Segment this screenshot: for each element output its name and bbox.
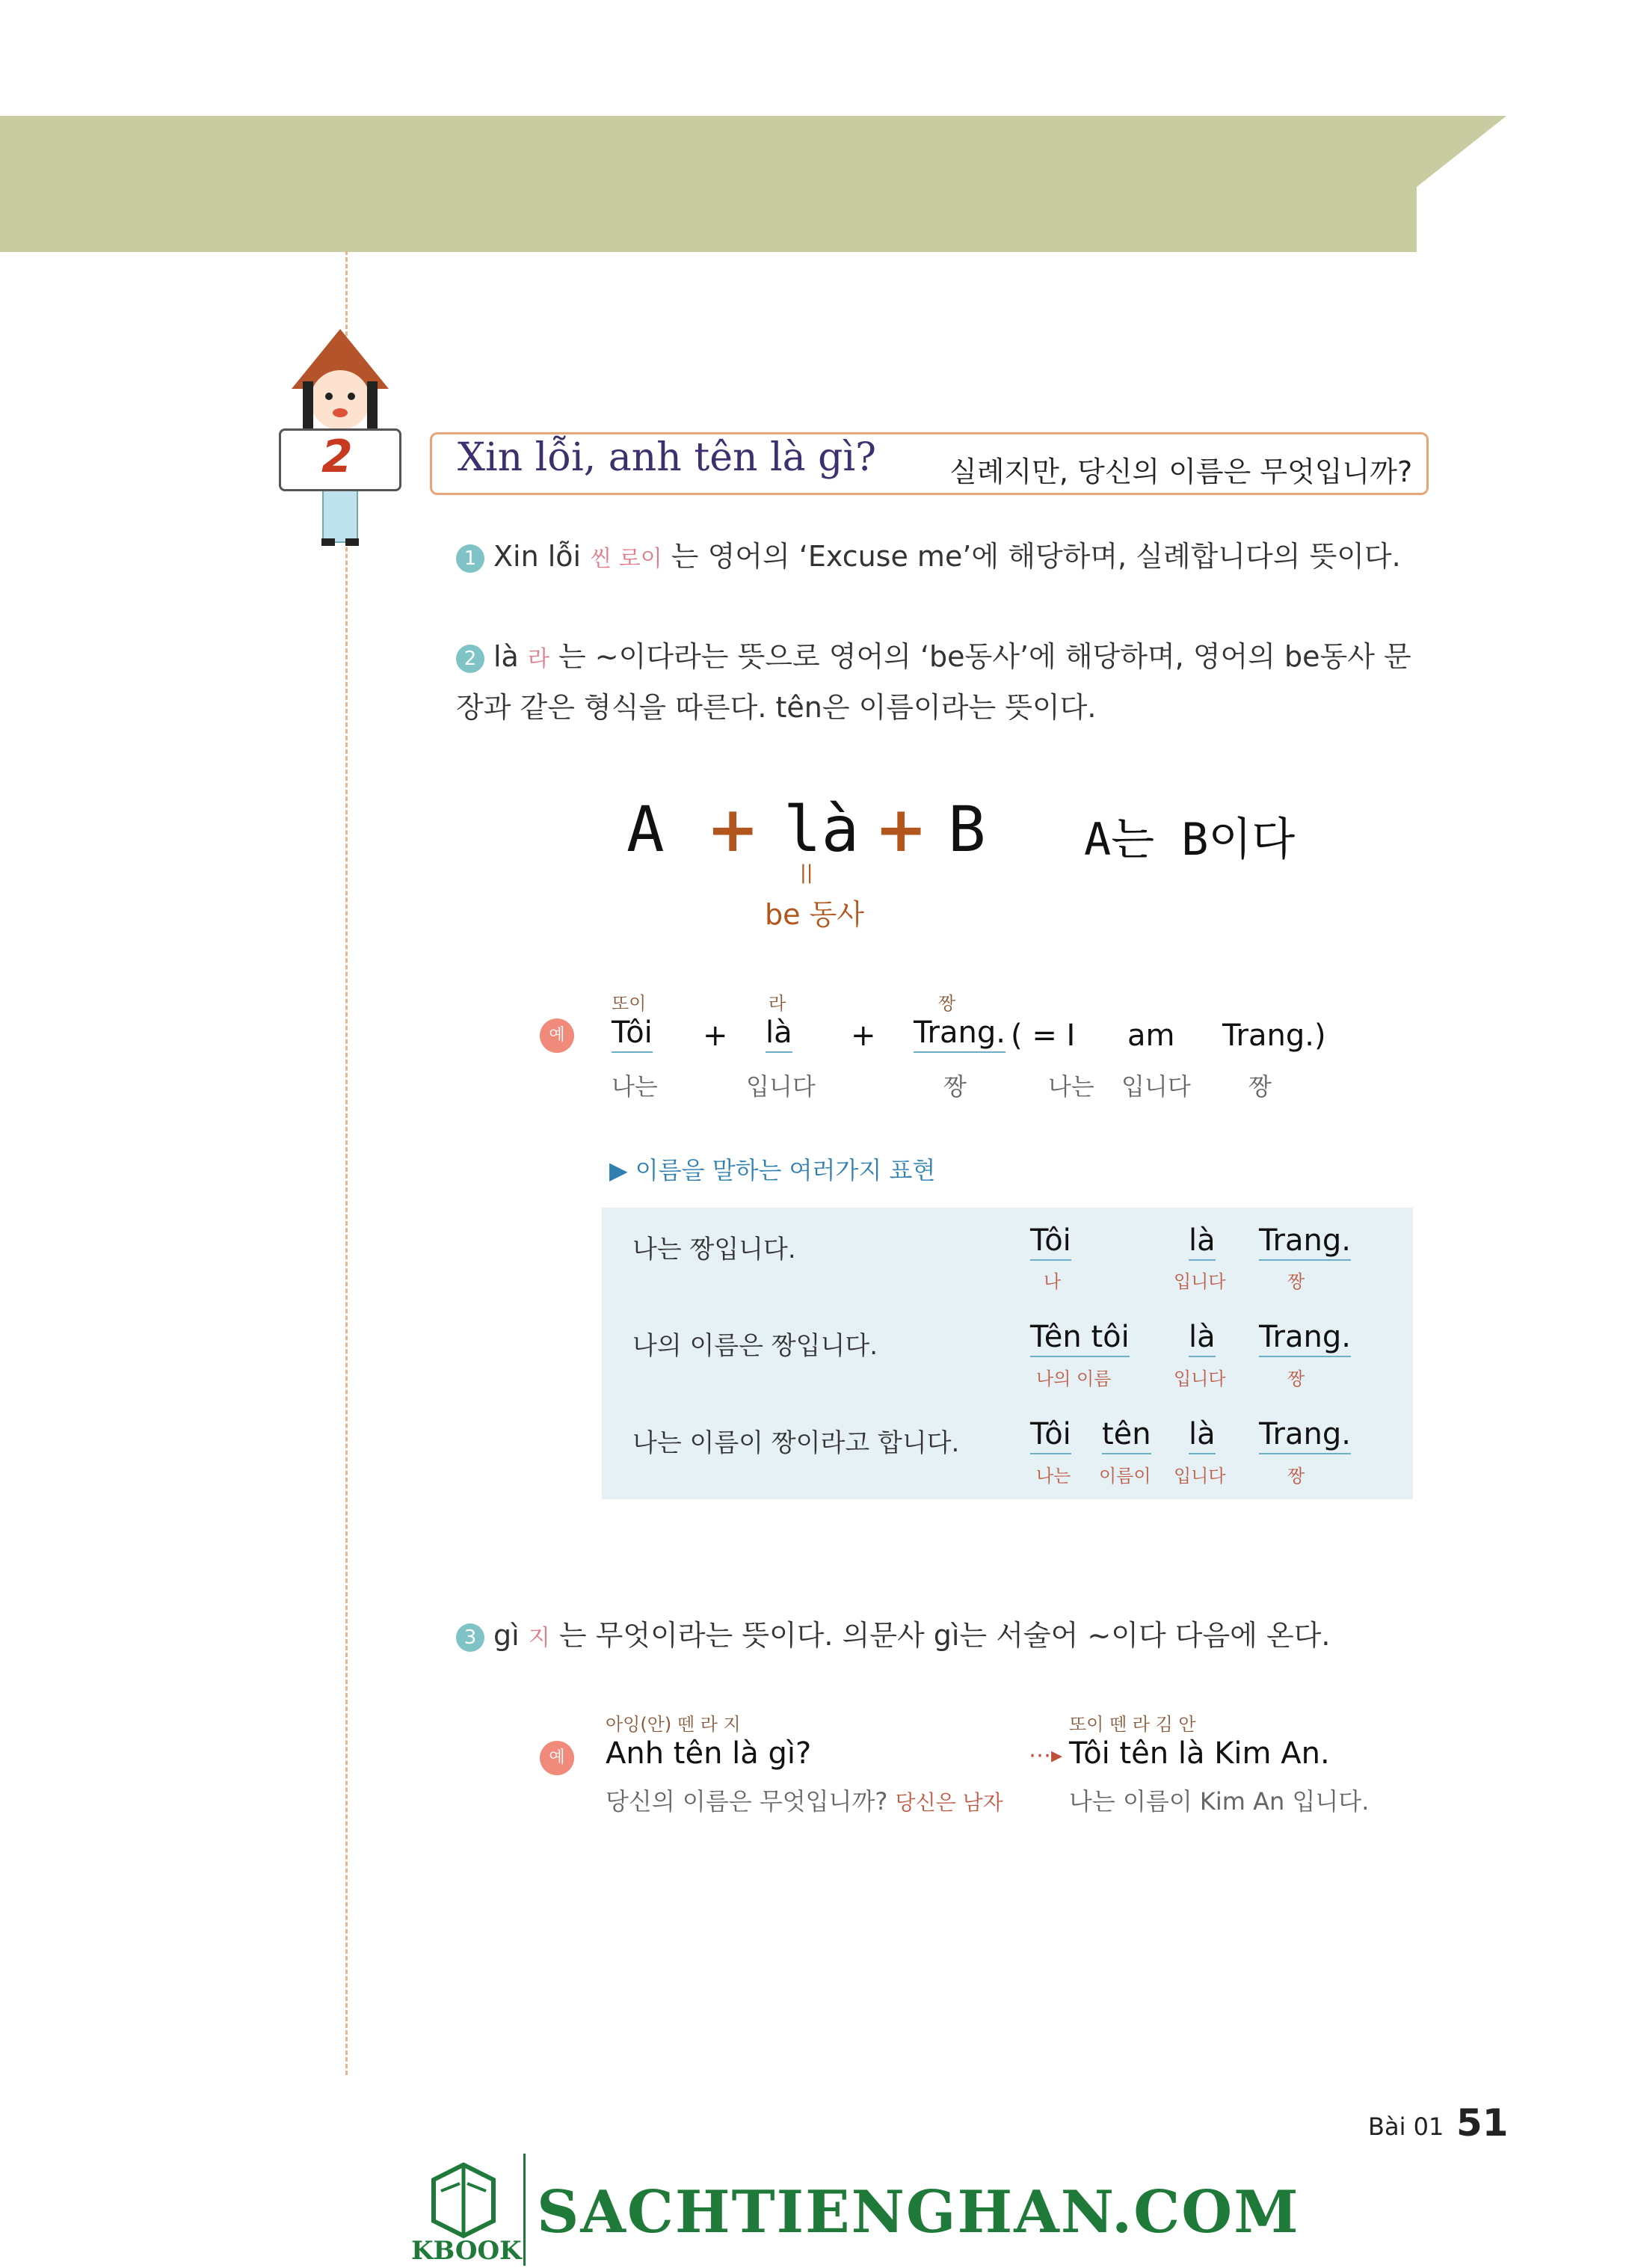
expression-3-gloss-1: 나는: [1036, 1466, 1071, 1487]
example-1-word-trang: Trang.: [914, 1015, 1006, 1053]
example-1-plus-2: +: [851, 1018, 876, 1053]
point-1-text: 는 영어의 ‘Excuse me’에 해당하며, 실례합니다의 뜻이다.: [671, 540, 1401, 573]
expression-2-word-2: là: [1189, 1320, 1216, 1357]
example-1-english-i: ( = I: [1011, 1018, 1076, 1053]
expression-1-word-3: Trang.: [1259, 1223, 1351, 1261]
expressions-heading: ▶ 이름을 말하는 여러가지 표현: [609, 1156, 936, 1184]
expression-1-gloss-1: 나: [1044, 1271, 1062, 1292]
section-number: 2: [321, 431, 353, 483]
point-3-text: 는 무엇이라는 뜻이다. 의문사 gì는 서술어 ~이다 다음에 온다.: [558, 1619, 1331, 1652]
formula-equals-mark: ||: [800, 861, 813, 884]
example-1-gloss-toi: 나는: [612, 1072, 658, 1101]
point-2-number: 2: [456, 645, 484, 673]
expression-2-gloss-3: 짱: [1287, 1368, 1305, 1389]
example-1-english-am: am: [1127, 1018, 1175, 1053]
expression-1-word-1: Tôi: [1030, 1223, 1071, 1261]
example-2-question-translation: 당신의 이름은 무엇입니까?: [606, 1787, 888, 1816]
point-1: [456, 532, 1401, 583]
formula-a: A: [626, 793, 665, 866]
example-1-word-la: là: [766, 1015, 792, 1053]
expression-2-word-3: Trang.: [1259, 1320, 1351, 1357]
expression-1-gloss-2: 입니다: [1174, 1271, 1226, 1292]
example-2-arrow-icon: ⋯▸: [1029, 1742, 1063, 1768]
expression-3-gloss-4: 짱: [1287, 1466, 1305, 1487]
expression-2-gloss-1: 나의 이름: [1036, 1368, 1112, 1389]
point-1-word: Xin lỗi: [493, 540, 582, 573]
formula-plus-1: +: [706, 793, 760, 866]
example-1-word-toi: Tôi: [612, 1015, 653, 1053]
expression-3-word-1: Tôi: [1030, 1417, 1071, 1454]
example-1-gloss-la: 입니다: [746, 1072, 816, 1101]
expression-2-korean: 나의 이름은 짱입니다.: [632, 1331, 878, 1361]
example-2-answer-vn: Tôi tên là Kim An.: [1069, 1736, 1330, 1771]
point-2-line-2: 장과 같은 형식을 따른다. tên은 이름이라는 뜻이다.: [456, 691, 1097, 724]
point-3: [456, 1611, 1330, 1662]
kbook-brand: KBOOK: [411, 2236, 522, 2266]
example-1-english-trang: Trang.): [1222, 1018, 1326, 1053]
point-2-line-1: 는 ~이다라는 뜻으로 영어의 ‘be동사’에 해당하며, 영어의 be동사 문: [558, 640, 1411, 673]
kbook-logo-icon: [419, 2157, 508, 2240]
expression-3-gloss-2: 이름이: [1099, 1466, 1151, 1487]
page-number: 51: [1456, 2101, 1509, 2145]
example-2-answer-kr: 나는 이름이 Kim An 입니다.: [1069, 1787, 1370, 1816]
example-1-gloss-i: 나는: [1048, 1072, 1094, 1101]
example-1-gloss-am: 입니다: [1121, 1072, 1191, 1101]
site-watermark: SACHTIENGHAN.COM: [537, 2178, 1300, 2246]
example-1-gloss-trang-en: 짱: [1248, 1072, 1272, 1101]
example-2-question-ruby: 아잉(안) 뗀 라 지: [606, 1714, 741, 1735]
lesson-label: Bài 01: [1368, 2112, 1444, 2141]
section-title-korean: 실례지만, 당신의 이름은 무엇입니까?: [949, 455, 1413, 488]
point-3-word: gì: [493, 1619, 520, 1652]
point-2: [456, 633, 1411, 683]
example-1-ruby-trang: 짱: [938, 993, 956, 1014]
expression-1-korean: 나는 짱입니다.: [632, 1235, 796, 1264]
expression-1-gloss-3: 짱: [1287, 1271, 1305, 1292]
expression-3-word-4: Trang.: [1259, 1417, 1351, 1454]
banner-ribbon-tail: [1405, 116, 1510, 252]
example-2-answer-ruby: 또이 뗀 라 김 안: [1069, 1714, 1196, 1735]
point-3-reading: 지: [528, 1625, 550, 1651]
formula-la: là: [783, 793, 860, 866]
example-2-badge: 예: [540, 1741, 574, 1775]
point-1-number: 1: [456, 544, 484, 573]
top-banner: [0, 116, 1417, 252]
formula-plus-2: +: [875, 793, 928, 866]
point-2-reading: 라: [527, 646, 549, 672]
expression-3-word-2: tên: [1102, 1417, 1151, 1454]
expression-1-word-2: là: [1189, 1223, 1216, 1261]
expression-2-word-1: Tên tôi: [1030, 1320, 1130, 1357]
example-1-gloss-trang: 짱: [943, 1072, 967, 1101]
example-badge: 예: [540, 1018, 574, 1053]
expression-3-gloss-3: 입니다: [1174, 1466, 1226, 1487]
example-1-ruby-la: 라: [769, 993, 786, 1014]
formula-be-label: be 동사: [765, 898, 864, 931]
example-2-question-vn: Anh tên là gì?: [606, 1736, 812, 1771]
example-2-question-kr: [606, 1783, 1003, 1817]
formula-meaning: A는 B이다: [1084, 814, 1296, 866]
expression-3-word-3: là: [1189, 1417, 1216, 1454]
expression-3-korean: 나는 이름이 짱이라고 합니다.: [632, 1428, 960, 1458]
example-1-ruby-toi: 또이: [612, 993, 647, 1014]
example-2-question-note: 당신은 남자: [895, 1790, 1003, 1815]
point-1-reading: 씬 로이: [590, 546, 662, 572]
logo-divider: [523, 2154, 526, 2266]
section-title-vietnamese: Xin lỗi, anh tên là gì?: [458, 435, 876, 480]
point-2-word: là: [493, 640, 519, 673]
formula-b: B: [948, 793, 986, 866]
expression-2-gloss-2: 입니다: [1174, 1368, 1226, 1389]
example-1-plus-1: +: [703, 1018, 728, 1053]
point-3-number: 3: [456, 1623, 484, 1652]
